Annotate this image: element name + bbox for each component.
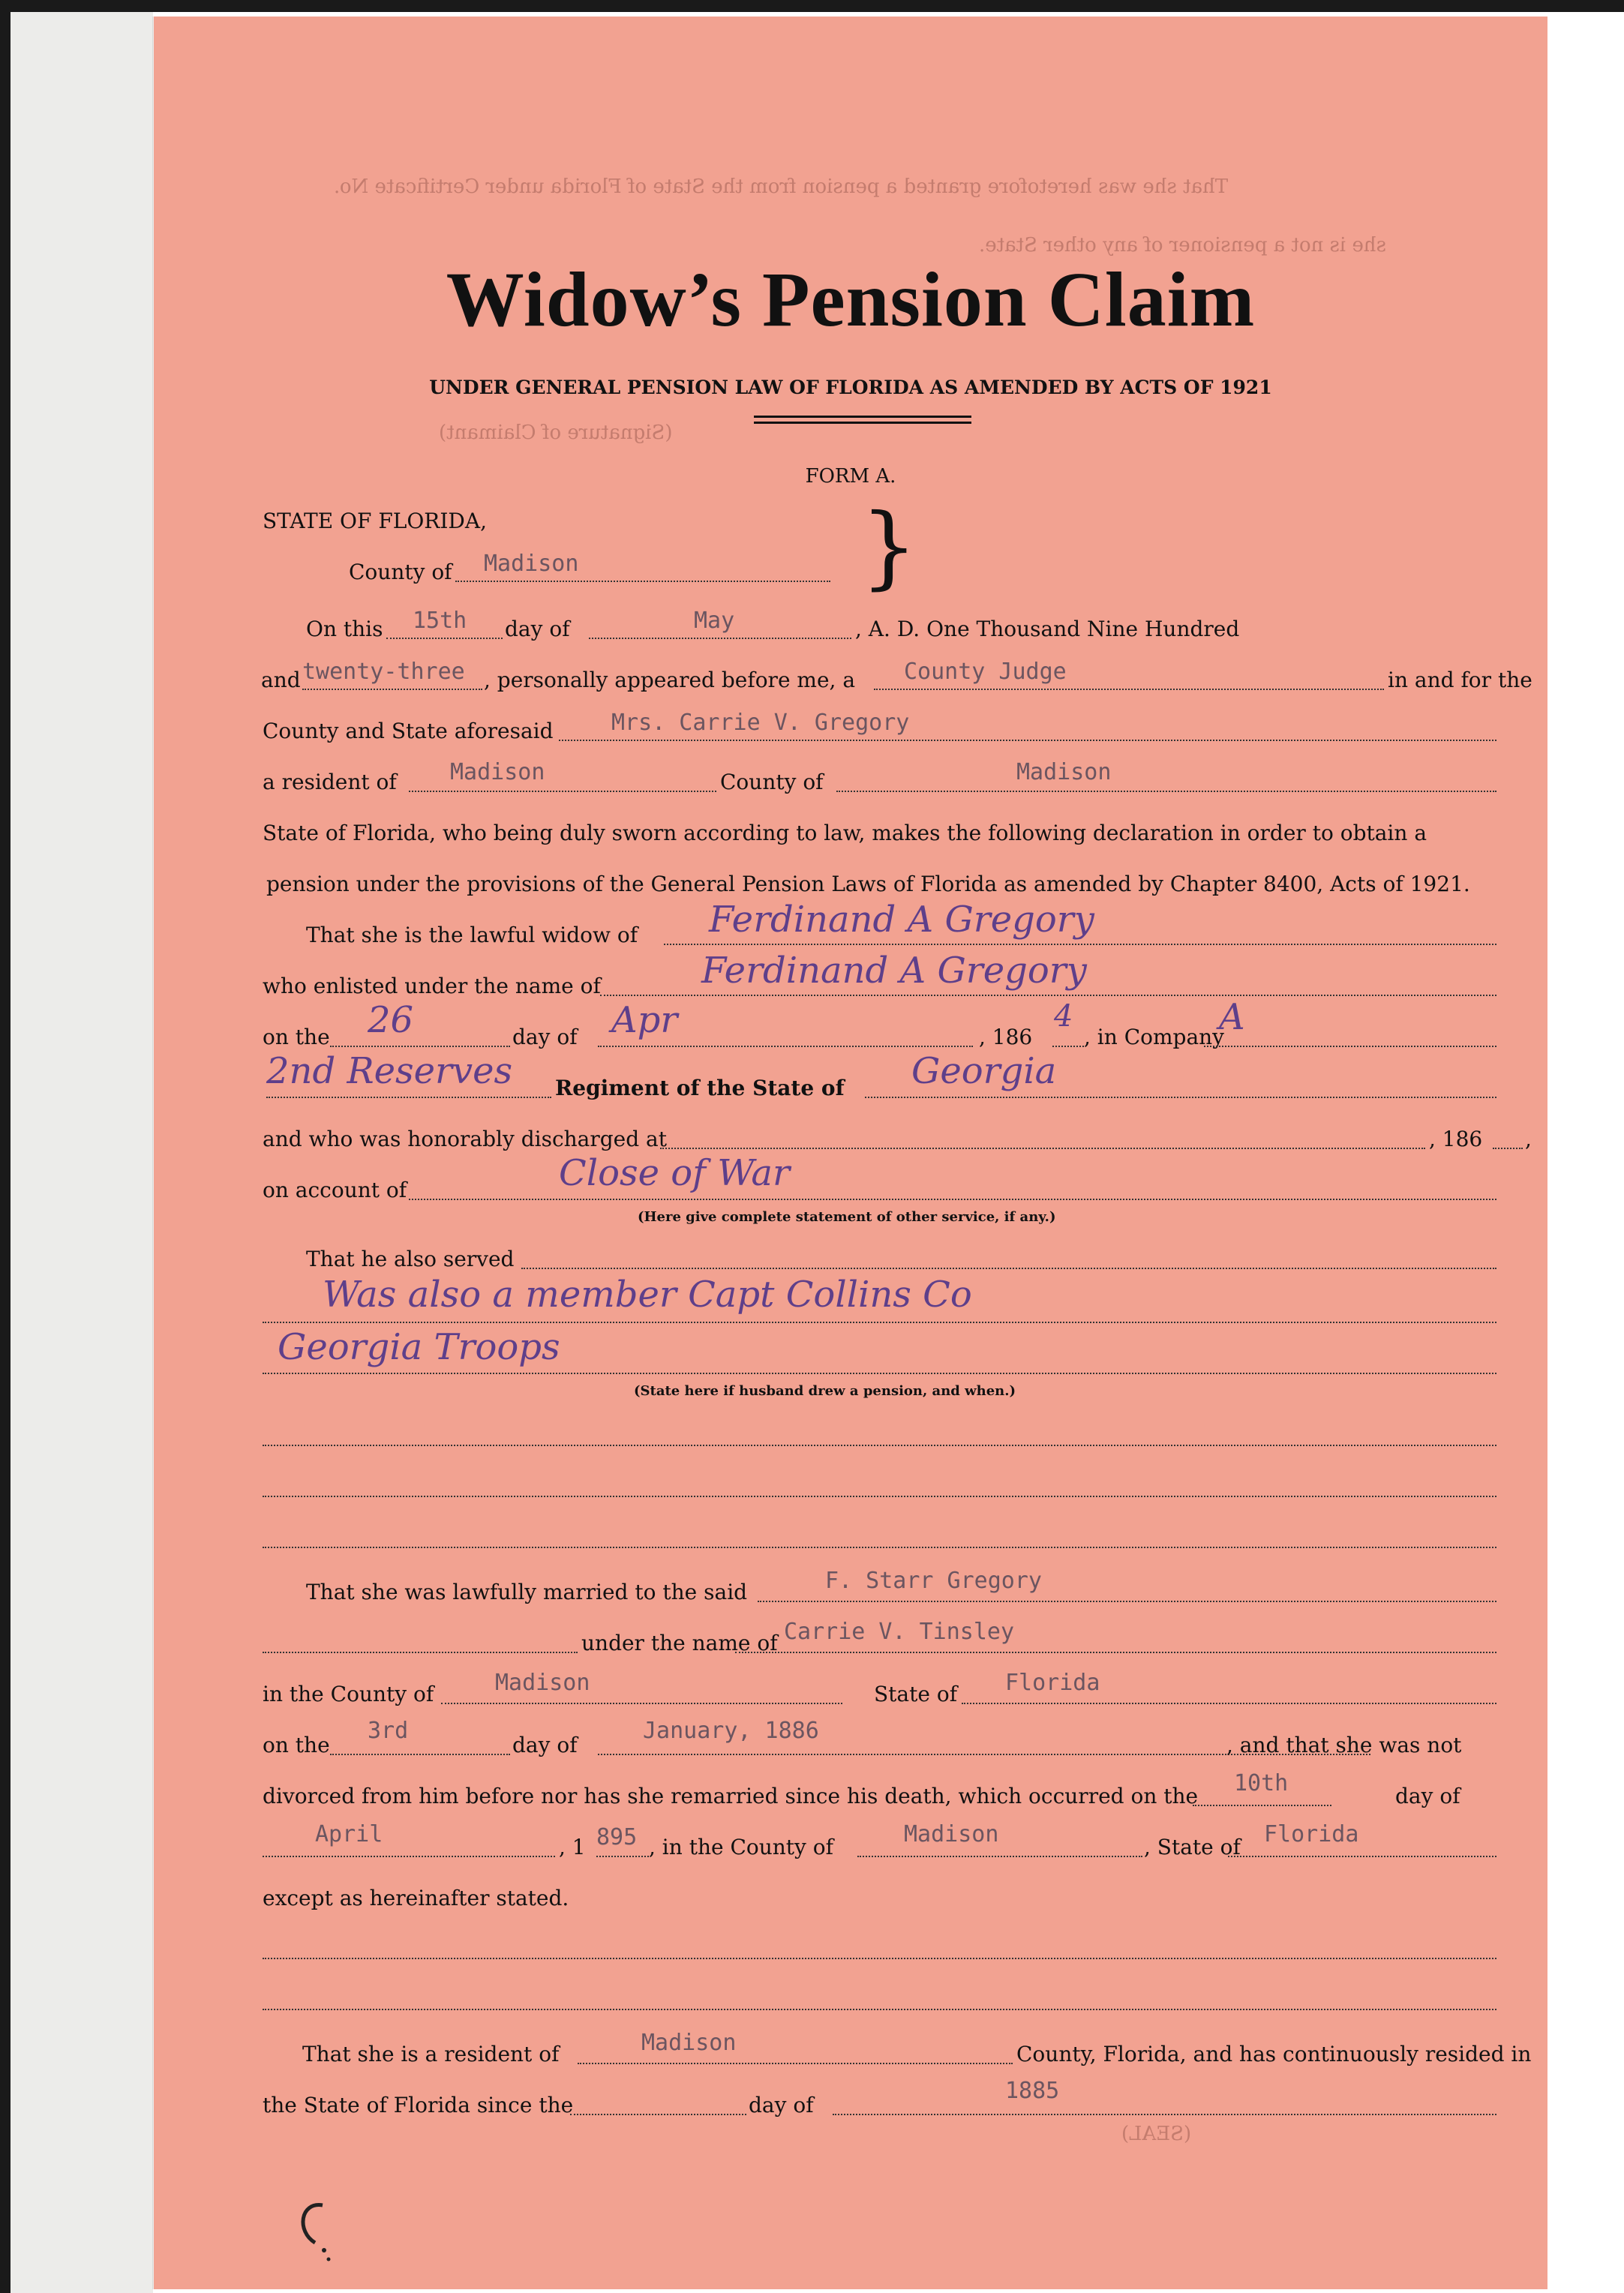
state-of-label: , State of <box>1144 1835 1241 1859</box>
regiment-value: 2nd Reserves <box>266 1050 513 1092</box>
married-label: That she was lawfully married to the said <box>306 1580 748 1604</box>
maiden-name-line <box>735 1652 1496 1653</box>
resident-county-line <box>578 2063 1013 2064</box>
residence-line <box>409 791 716 792</box>
enlist-day-value: 26 <box>368 999 414 1041</box>
in-for-text: in and for the <box>1388 668 1532 692</box>
bleed-through-line: (Signature of Claimant) <box>439 422 673 444</box>
blank-line <box>263 2009 1496 2010</box>
residence-value: Madison <box>450 759 545 785</box>
day-line <box>386 638 503 639</box>
bracket-symbol: } <box>860 495 918 599</box>
month-line <box>589 638 851 639</box>
on-the-label: on the <box>263 1025 330 1049</box>
death-day-line <box>1193 1805 1331 1806</box>
enlisted-value: Ferdinand A Gregory <box>701 950 1087 992</box>
in-county-label: in the County of <box>263 1682 434 1706</box>
marriage-day-line <box>330 1754 510 1755</box>
since-year-line <box>833 2114 1496 2115</box>
title-rule <box>754 416 971 418</box>
discharged-label: and who was honorably discharged at <box>263 1127 667 1151</box>
claimant-line <box>559 740 1496 741</box>
appeared-text: , personally appeared before me, a <box>484 668 856 692</box>
residence-county-value: Madison <box>1016 759 1112 785</box>
year-prefix: , 186 <box>979 1025 1033 1049</box>
death-county-line <box>857 1856 1142 1857</box>
declaration-line-1: State of Florida, who being duly sworn according to law, makes the following declaration in order to obtain a <box>263 821 1427 845</box>
widow-of-label: That she is the lawful widow of <box>306 923 638 947</box>
bleed-through-line: (SEAL) <box>1121 2123 1192 2145</box>
death-year-line <box>596 1856 649 1857</box>
service-value-2: Georgia Troops <box>278 1326 560 1368</box>
day-of-label: day of <box>1395 1784 1460 1808</box>
county-line <box>455 581 830 582</box>
county-state-label: County and State aforesaid <box>263 719 554 743</box>
except-text: except as hereinafter stated. <box>263 1886 569 1910</box>
not-divorced-text: , and that she was not <box>1226 1733 1462 1757</box>
county-value: Madison <box>484 551 579 577</box>
death-year-value: 895 <box>596 1824 638 1850</box>
blank-line <box>263 1958 1496 1959</box>
discharge-year-prefix: , 186 <box>1429 1127 1483 1151</box>
day-of-label: day of <box>505 617 570 641</box>
discharge-reason-value: Close of War <box>559 1152 790 1194</box>
since-year-value: 1885 <box>1005 2078 1060 2104</box>
pension-note: (State here if husband drew a pension, and when.) <box>634 1383 1016 1399</box>
death-day-value: 10th <box>1234 1770 1289 1796</box>
death-month-value: April <box>315 1821 383 1847</box>
service-value-1: Was also a member Capt Collins Co <box>323 1274 972 1316</box>
death-month-line <box>263 1856 555 1857</box>
discharge-year-line <box>1493 1148 1523 1149</box>
blank-line <box>263 1496 1496 1497</box>
marriage-day-value: 3rd <box>368 1718 409 1744</box>
company-line <box>1204 1046 1496 1047</box>
form-subtitle: UNDER GENERAL PENSION LAW OF FLORIDA AS AMENDED BY ACTS OF 1921 <box>429 377 1272 398</box>
county-label: County of <box>349 560 452 584</box>
other-service-note: (Here give complete statement of other service, if any.) <box>638 1209 1056 1225</box>
under-name-label: under the name of <box>581 1631 778 1655</box>
regiment-label: Regiment of the State of <box>555 1076 845 1100</box>
regiment-state-line <box>865 1097 1496 1098</box>
day-of-label: day of <box>512 1025 578 1049</box>
maiden-name-value: Carrie V. Tinsley <box>784 1619 1015 1645</box>
day-of-label: day of <box>749 2093 814 2117</box>
marriage-state-line <box>962 1703 1496 1704</box>
form-title: Widow’s Pension Claim <box>446 257 1256 343</box>
resident-of-label: a resident of <box>263 770 397 794</box>
state-of-label: State of <box>874 1682 958 1706</box>
claimant-value: Mrs. Carrie V. Gregory <box>611 710 910 736</box>
husband-value: Ferdinand A Gregory <box>709 899 1094 941</box>
company-value: A <box>1219 996 1245 1038</box>
clip-mark-icon <box>293 2198 338 2265</box>
death-state-line <box>1228 1856 1496 1857</box>
account-of-label: on account of <box>263 1178 407 1202</box>
form-label: FORM A. <box>805 465 896 488</box>
day-of-label: day of <box>512 1733 578 1757</box>
title-rule <box>754 422 971 424</box>
regiment-state-value: Georgia <box>911 1050 1057 1092</box>
also-served-line <box>521 1268 1496 1269</box>
declaration-line-2: pension under the provisions of the General Pension Laws of Florida as amended by Chapter 8400, Acts of 1921. <box>266 872 1470 896</box>
state-label: STATE OF FLORIDA, <box>263 509 488 533</box>
county-florida-text: County, Florida, and has continuously resided in <box>1016 2042 1532 2066</box>
state-since-label: the State of Florida since the <box>263 2093 574 2117</box>
service-line <box>263 1322 1496 1323</box>
marriage-state-value: Florida <box>1005 1670 1100 1696</box>
discharged-line <box>660 1148 1425 1149</box>
marriage-county-line <box>441 1703 842 1704</box>
discharge-year-end: , <box>1525 1127 1532 1151</box>
enlist-day-line <box>330 1046 510 1047</box>
since-day-line <box>570 2114 746 2115</box>
marriage-county-value: Madison <box>495 1670 590 1696</box>
residence-county-line <box>836 791 1496 792</box>
pension-claim-form <box>154 17 1547 2289</box>
service-line <box>263 1373 1496 1374</box>
death-state-value: Florida <box>1264 1821 1359 1847</box>
day-value: 15th <box>413 608 467 634</box>
scan-left-border <box>0 12 11 2293</box>
bleed-through-line: That she was heretofore granted a pension from the State of Florida under Certificate No. <box>334 176 1229 198</box>
scan-shadow <box>11 12 153 2293</box>
ad-text: , A. D. One Thousand Nine Hundred <box>855 617 1240 641</box>
official-value: County Judge <box>904 659 1067 685</box>
bleed-through-line: she is not a pensioner of any other State. <box>979 234 1386 257</box>
marriage-date-value: January, 1886 <box>643 1718 819 1744</box>
married-line <box>758 1601 1496 1602</box>
enlist-year-line <box>1052 1046 1084 1047</box>
death-county-value: Madison <box>904 1821 999 1847</box>
enlist-year-value: 4 <box>1054 999 1073 1034</box>
resident-county-value: Madison <box>641 2030 737 2056</box>
enlist-month-line <box>598 1046 973 1047</box>
under-name-line <box>263 1652 578 1653</box>
in-county-label: , in the County of <box>649 1835 833 1859</box>
enlisted-line <box>600 995 1496 996</box>
resident-label: That she is a resident of <box>302 2042 560 2066</box>
also-served-label: That he also served <box>306 1247 515 1271</box>
blank-line <box>263 1547 1496 1548</box>
blank-line <box>263 1445 1496 1446</box>
on-this-label: On this <box>306 617 383 641</box>
scan-top-border <box>0 0 1624 12</box>
official-line <box>874 689 1384 690</box>
regiment-line <box>266 1097 551 1098</box>
and-label: and <box>261 668 301 692</box>
death-year-prefix: , 1 <box>559 1835 586 1859</box>
company-label: , in Company <box>1084 1025 1224 1049</box>
year-words-line <box>302 689 482 690</box>
county-of-label: County of <box>720 770 824 794</box>
enlist-month-value: Apr <box>611 999 678 1041</box>
enlisted-label: who enlisted under the name of <box>263 974 601 998</box>
discharge-reason-line <box>409 1199 1496 1200</box>
husband-line <box>664 944 1496 945</box>
year-words-value: twenty-three <box>302 659 465 685</box>
on-the-label: on the <box>263 1733 330 1757</box>
month-value: May <box>694 608 735 634</box>
married-value: F. Starr Gregory <box>825 1568 1042 1594</box>
divorced-text: divorced from him before nor has she remarried since his death, which occurred on the <box>263 1784 1199 1808</box>
